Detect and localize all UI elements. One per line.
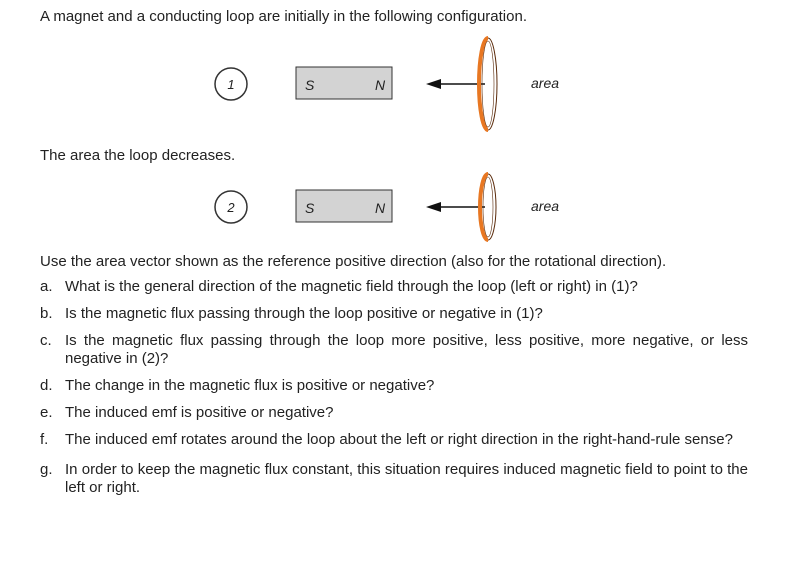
config-1-number-badge [215, 68, 247, 100]
question-text: The change in the magnetic flux is positive or negative? [65, 377, 435, 394]
question-letter: f. [40, 431, 49, 448]
question-item [40, 377, 748, 395]
question-letter: d. [40, 377, 53, 394]
question-text: Is the magnetic flux passing through the loop more positive, less positive, more negative, or less negative in (2)? [65, 332, 748, 367]
instruction-text: Use the area vector shown as the reference positive direction (also for the rotational direction). [40, 253, 667, 270]
question-item [40, 278, 748, 296]
question-text: The induced emf rotates around the loop about the left or right direction in the right-hand-rule sense? [65, 431, 733, 448]
bar-magnet-2 [296, 190, 392, 222]
question-letter: a. [40, 278, 53, 295]
bar-magnet-1 [296, 67, 392, 99]
config-2-number-badge [215, 191, 247, 223]
conducting-loop-1 [479, 38, 497, 130]
question-text: What is the general direction of the magnetic field through the loop (left or right) in (1)? [65, 278, 638, 295]
magnet-1-south-label: S [305, 77, 315, 93]
area-vector-arrow-1 [426, 79, 485, 89]
figure-config-2 [0, 170, 788, 249]
question-text: The induced emf is positive or negative? [65, 404, 334, 421]
area-label-2: area [531, 198, 560, 214]
config-1-number: 1 [227, 77, 235, 92]
area-vector-arrow-2 [426, 202, 485, 212]
question-letter: g. [40, 461, 53, 478]
question-text: In order to keep the magnetic flux constant, this situation requires induced magnetic field to point to the left or right. [65, 461, 748, 496]
area-label-1: area [531, 75, 560, 91]
config-2-number: 2 [227, 200, 235, 215]
question-item [40, 305, 748, 323]
question-list [40, 278, 748, 506]
middle-text: The area the loop decreases. [40, 147, 236, 164]
question-item [40, 461, 748, 497]
magnet-1-north-label: N [375, 77, 386, 93]
figure-config-1 [0, 35, 788, 139]
magnet-2-north-label: N [375, 200, 386, 216]
question-item [40, 431, 748, 449]
question-item [40, 332, 748, 368]
question-letter: c. [40, 332, 52, 349]
magnet-2-south-label: S [305, 200, 315, 216]
intro-text: A magnet and a conducting loop are initially in the following configuration. [40, 8, 527, 25]
question-letter: e. [40, 404, 53, 421]
question-letter: b. [40, 305, 53, 322]
question-text: Is the magnetic flux passing through the loop positive or negative in (1)? [65, 305, 543, 322]
question-item [40, 404, 748, 422]
